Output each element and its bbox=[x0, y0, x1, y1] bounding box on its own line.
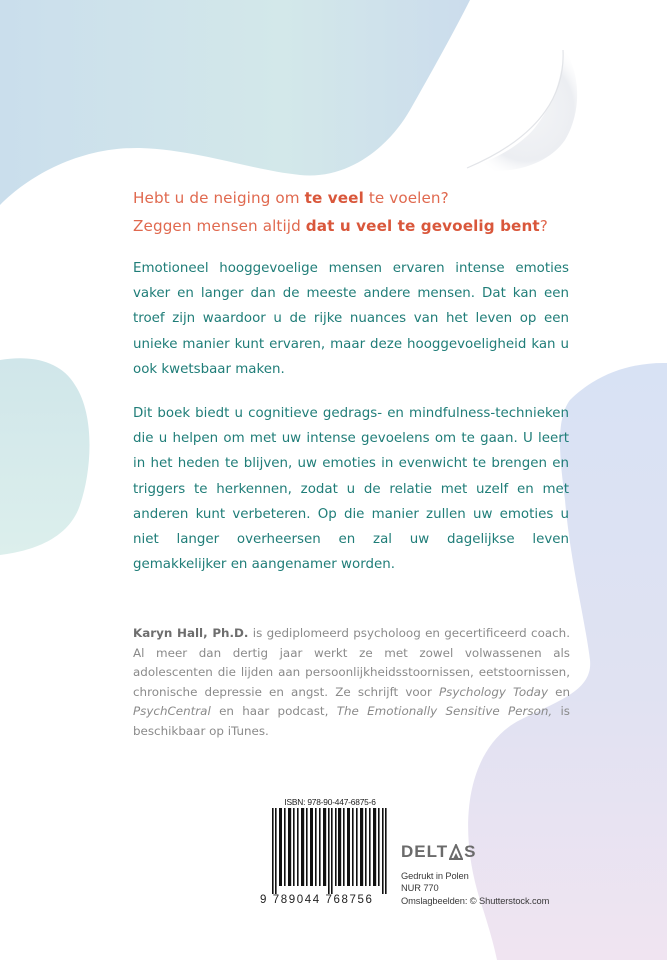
publisher-block bbox=[401, 842, 549, 907]
triangle-a-icon bbox=[449, 844, 463, 860]
tagline-line-1: Hebt u de neiging om te veel te voelen? bbox=[133, 189, 449, 207]
podcast-title: The Emotionally Sensitive Person, bbox=[336, 704, 553, 719]
printed-in: Gedrukt in Polen bbox=[401, 871, 469, 881]
nur-code: NUR 770 bbox=[401, 883, 439, 894]
publication-meta bbox=[401, 870, 549, 907]
barcode bbox=[260, 796, 390, 906]
author-name: Karyn Hall, Ph.D. bbox=[133, 626, 249, 640]
deltas-logo: DELT S bbox=[401, 842, 477, 861]
isbn-label: ISBN: 978-90-447-6875-6 bbox=[284, 797, 376, 807]
barcode-bars-icon bbox=[270, 808, 390, 894]
tagline-emphasis-1: te veel bbox=[304, 189, 364, 207]
publication-psychcentral: PsychCentral bbox=[133, 704, 211, 719]
publication-psychology-today: Psychology Today bbox=[438, 684, 548, 699]
cover-credit: Omslagbeelden: © Shutterstock.com bbox=[401, 895, 550, 906]
tagline-line-2: Zeggen mensen altijd dat u veel te gevoelig bent? bbox=[133, 217, 548, 235]
feather-image bbox=[445, 40, 585, 190]
blurb-paragraph-2: Dit boek biedt u cognitieve gedrags- en mindfulness-technieken die u helpen om met uw intense gevoelens om te gaan. U leert in het heden te blijven, uw emoties in evenwicht te brengen en triggers te herkennen, zodat u de relatie met uzelf en met anderen kunt verbeteren. Op die manier zullen uw emoties u niet langer overheersen en zal uw dagelijkse leven gemakkelijker en aangenamer worden. bbox=[133, 406, 569, 573]
tagline-emphasis-2: dat u veel te gevoelig bent bbox=[305, 217, 540, 235]
ean-digits: 9 789044 768756 bbox=[260, 894, 374, 906]
left-teal-blob bbox=[0, 358, 90, 555]
blurb-paragraph-1: Emotioneel hooggevoelige mensen ervaren intense emoties vaker en langer dan de meeste andere mensen. Dat kan een troef zijn waardoor u de rijke nuances van het leven op een unieke manier kunt ervaren, maar deze hooggevoeligheid kan u ook kwetsbaar maken. bbox=[133, 261, 569, 377]
author-bio: Karyn Hall, Ph.D. is gediplomeerd psycholoog en gecertificeerd coach. Al meer dan dertig jaar werkt ze met zowel volwassenen als adolescenten die lijden aan persoonlijkheidsstoornissen, eetstoornissen, chronische depressie en angst. Ze schrijft voor Psychology Today en PsychCentral en haar podcast, The Emotionally Sensitive Person, is beschikbaar op iTunes. bbox=[133, 626, 571, 738]
top-blue-blob bbox=[0, 0, 470, 205]
tagline bbox=[133, 184, 573, 240]
